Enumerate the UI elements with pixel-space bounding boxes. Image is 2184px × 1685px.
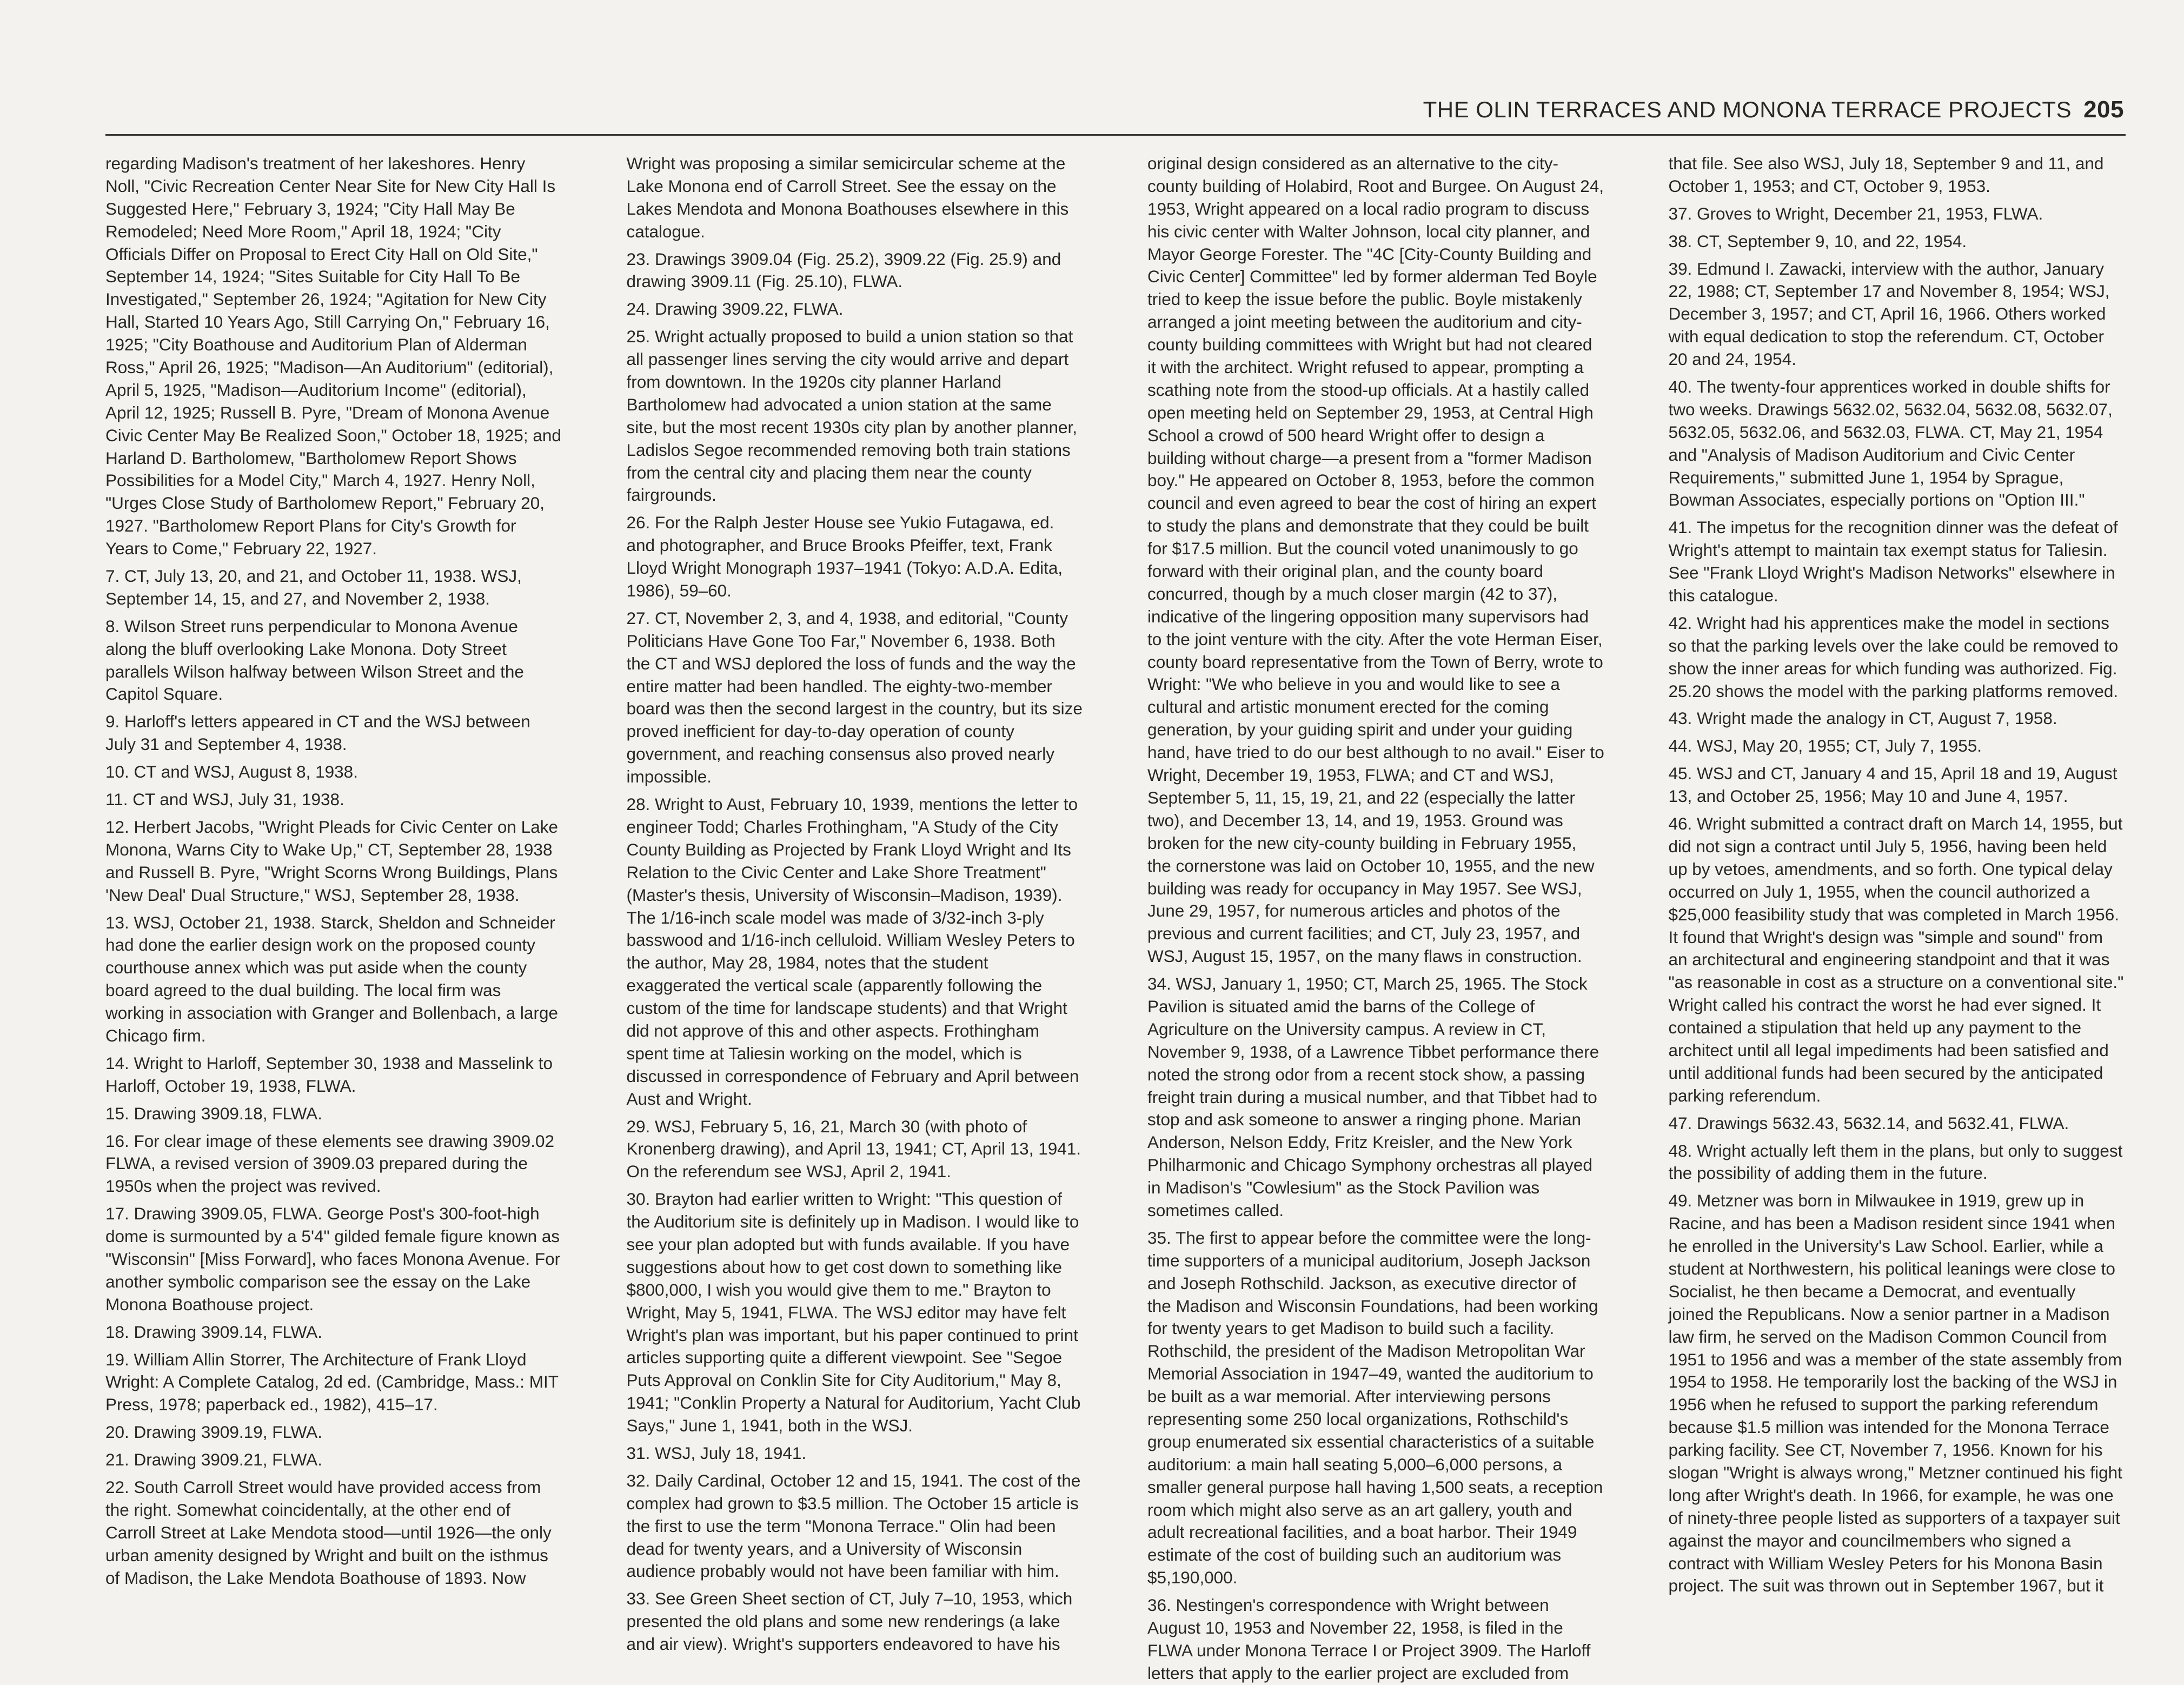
footnote: 24. Drawing 3909.22, FLWA. <box>626 299 844 319</box>
footnote: 42. Wright had his apprentices make the model in sections so that the parking levels over the lake could be removed to show the inner areas for which funding was authorized. Fig. 25.20 shows the model with the parking platforms removed. <box>1668 613 2119 701</box>
footnote: 45. WSJ and CT, January 4 and 15, April 18 and 19, August 13, and October 25, 1956; May 10 and June 4, 1957. <box>1668 764 2117 806</box>
footnote: 40. The twenty-four apprentices worked in double shifts for two weeks. Drawings 5632.02, 5632.04, 5632.08, 5632.07, 5632.05, 5632.06, and 5632.03, FLWA. CT, May 21, 1954 and "Analysis of Madison Auditorium and Civic Center Requirements," submitted June 1, 1954 by Sprague, Bowman Associates, especially portions on "Option III." <box>1668 377 2113 510</box>
footnote: 14. Wright to Harloff, September 30, 1938 and Masselink to Harloff, October 19, 1938, FLWA. <box>105 1053 553 1096</box>
footnote: 32. Daily Cardinal, October 12 and 15, 1941. The cost of the complex had grown to $3.5 million. The October 15 article is the first to use the term "Monona Terrace." Olin had been dead for twenty years, and a University of Wisconsin audience probably would not have been familiar with him. <box>626 1470 1081 1581</box>
footnote: 38. CT, September 9, 10, and 22, 1954. <box>1668 231 1967 251</box>
footnote: 10. CT and WSJ, August 8, 1938. <box>105 762 358 782</box>
footnote: 28. Wright to Aust, February 10, 1939, mentions the letter to engineer Todd; Charles Frothingham, "A Study of the City County Building as Projected by Frank Lloyd Wright and Its Relation to the Civic Center and Lake Shore Treatment" (Master's thesis, University of Wisconsin–Madison, 1939). The 1/16-inch scale model was made of 3/32-inch 3-ply basswood and 1/16-inch celluloid. William Wesley Peters to the author, May 28, 1984, notes that the student exaggerated the vertical scale (apparently following the custom of the time for landscape students) and that Wright did not approve of this and other aspects. Frothingham spent time at Taliesin working on the model, which is discussed in correspondence of February and April between Aust and Wright. <box>626 794 1079 1109</box>
running-header <box>0 96 2124 123</box>
footnote: 9. Harloff's letters appeared in CT and the WSJ between July 31 and September 4, 1938. <box>105 712 530 754</box>
footnote: 30. Brayton had earlier written to Wright: "This question of the Auditorium site is definitely up in Madison. I would like to see your plan adopted but with funds available. If you have suggestions about how to get cost down to something like $800,000, I wish you would give them to me." Brayton to Wright, May 5, 1941, FLWA. The WSJ editor may have felt Wright's plan was important, but his paper continued to print articles supporting quite a different viewpoint. See "Segoe Puts Approval on Conklin Site for City Auditorium," May 8, 1941; "Conklin Property a Natural for Auditorium, Yacht Club Says," June 1, 1941, both in the WSJ. <box>626 1189 1081 1436</box>
notes-body <box>105 152 2126 1683</box>
footnote: 7. CT, July 13, 20, and 21, and October 11, 1938. WSJ, September 14, 15, and 27, and November 2, 1938. <box>105 566 522 608</box>
footnote: 17. Drawing 3909.05, FLWA. George Post's 300-foot-high dome is surmounted by a 5'4" gilded female figure known as "Wisconsin" [Miss Forward], who faces Monona Avenue. For another symbolic comparison see the essay on the Lake Monona Boathouse project. <box>105 1204 561 1314</box>
footnote: 46. Wright submitted a contract draft on March 14, 1955, but did not sign a contract until July 5, 1956, having been held up by vetoes, amendments, and so forth. One typical delay occurred on July 1, 1955, when the council authorized a $25,000 feasibility study that was completed in March 1956. It found that Wright's design was "simple and sound" from an architectural and engineering standpoint and that it was "as reasonable in cost as a structure on a conventional site." Wright called his contract the worst he had ever signed. It contained a stipulation that held up any payment to the architect until all legal impediments had been satisfied and until additional funds had been secured by the anticipated parking referendum. <box>1668 814 2124 1105</box>
footnote: 15. Drawing 3909.18, FLWA. <box>105 1103 322 1123</box>
footnote: regarding Madison's treatment of her lakeshores. Henry Noll, "Civic Recreation Center Near Site for New City Hall Is Suggested Here," February 3, 1924; "City Hall May Be Remodeled; Need More Room," April 18, 1924; "City Officials Differ on Proposal to Erect City Hall on Old Site," September 14, 1924; "Sites Suitable for City Hall To Be Investigated," September 26, 1924; "Agitation for New City Hall, Started 10 Years Ago, Still Carrying On," February 16, 1925; "City Boathouse and Auditorium Plan of Alderman Ross," April 26, 1925; "Madison—An Auditorium" (editorial), April 5, 1925, "Madison—Auditorium Income" (editorial), April 12, 1925; Russell B. Pyre, "Dream of Monona Avenue Civic Center May Be Realized Soon," October 18, 1925; and Harland D. Bartholomew, "Bartholomew Report Shows Possibilities for a Model City," March 4, 1927. Henry Noll, "Urges Close Study of Bartholomew Report," February 20, 1927. "Bartholomew Report Plans for City's Growth for Years to Come," February 22, 1927. <box>105 154 561 559</box>
footnote: original design considered as an alternative to the city-county building of Holabird, Root and Burgee. On August 24, 1953, Wright appeared on a local radio program to discuss his civic center with Walter Johnson, local city planner, and Mayor George Forester. The "4C [City-County Building and Civic Center] Committee" led by former alderman Ted Boyle tried to keep the issue before the public. Boyle mistakenly arranged a joint meeting between the auditorium and city-county building committees with Wright but had not cleared it with the architect. Wright refused to appear, prompting a scathing note from the stood-up officials. At a hastily called open meeting held on September 29, 1953, at Central High School a crowd of 500 heard Wright offer to design a building without charge—a present from a "former Madison boy." He appeared on October 8, 1953, before the common council and even agreed to bear the cost of hiring an expert to study the plans and demonstrate that they could be built for $17.5 million. But the council voted unanimously to go forward with their original plan, and the county board concurred, though by a much closer margin (42 to 37), indicative of the lingering opposition many supervisors had to the joint venture with the city. After the vote Herman Eiser, county board representative from the Town of Berry, wrote to Wright: "We who believe in you and would like to see a cultural and artistic monument erected for the coming generation, by your guiding spirit and under your guiding hand, have tried to do our best although to no avail." Eiser to Wright, December 19, 1953, FLWA; and CT and WSJ, September 5, 11, 15, 19, 21, and 22 (especially the latter two), and December 13, 14, and 19, 1953. Ground was broken for the new city-county building in February 1955, the cornerstone was laid on October 10, 1955, and the new building was ready for occupancy in May 1957. See WSJ, June 29, 1957, for numerous articles and photos of the previous and current facilities; and CT, July 23, 1957, and WSJ, August 15, 1957, on the many flaws in construction. <box>1147 154 1604 966</box>
page-number: 205 <box>2083 96 2124 123</box>
footnote: 22. South Carroll Street would have provided access from the right. Somewhat coincidentally, at the other end of Carroll Street at Lake Mendota stood—until 1926—the only urban amenity designed by Wright and built on the isthmus of Madison, the Lake Mendota Boathouse of 1893. Now <box>105 1477 552 1588</box>
footnote: 37. Groves to Wright, December 21, 1953, FLWA. <box>1668 203 2043 223</box>
footnote: 48. Wright actually left them in the plans, but only to suggest the possibility of adding them in the future. <box>1668 1140 2123 1183</box>
footnote: 11. CT and WSJ, July 31, 1938. <box>105 790 344 810</box>
footnote: Wright was proposing a similar semicircular scheme at the Lake Monona end of Carroll Street. See the essay on the Lakes Mendota and Monona Boathouses elsewhere in this catalogue. <box>626 154 1069 241</box>
footnote: 27. CT, November 2, 3, and 4, 1938, and editorial, "County Politicians Have Gone Too Far," November 6, 1938. Both the CT and WSJ deplored the loss of funds and the way the entire matter had been handled. The eighty-two-member board was then the second largest in the country, but its size proved inefficient for day-to-day operation of county government, and reaching consensus also proved nearly impossible. <box>626 608 1083 787</box>
notes-column-3 <box>1147 152 1605 1683</box>
notes-column-2 <box>626 152 1084 1654</box>
footnote: 20. Drawing 3909.19, FLWA. <box>105 1422 322 1442</box>
footnote: 16. For clear image of these elements see drawing 3909.02 FLWA, a revised version of 3909.03 prepared during the 1950s when the project was revived. <box>105 1131 554 1196</box>
footnote: 47. Drawings 5632.43, 5632.14, and 5632.41, FLWA. <box>1668 1113 2069 1133</box>
header-rule <box>105 134 2126 136</box>
footnote: 36. Nestingen's correspondence with Wright between August 10, 1953 and November 22, 1958, is filed in the FLWA under Monona Terrace I or Project 3909. The Harloff letters that apply to the earlier project are excluded from <box>1147 1595 1591 1683</box>
footnote: 49. Metzner was born in Milwaukee in 1919, grew up in Racine, and has been a Madison resident since 1941 when he enrolled in the University's Law School. Earlier, while a student at Northwestern, his political leanings were close to Socialist, he then became a Democrat, and eventually joined the Republicans. Now a senior partner in a Madison law firm, he served on the Madison Common Council from 1951 to 1956 and was a member of the state assembly from 1954 to 1958. He temporarily lost the backing of the WSJ in 1956 when he refused to support the parking referendum because $1.5 million was intended for the Monona Terrace parking facility. See CT, November 7, 1956. Known for his slogan "Wright is always wrong," Metzner continued his fight long after Wright's death. In 1966, for example, he was one of ninety-three people listed as supporters of a taxpayer suit against the mayor and councilmembers who signed a contract with William Wesley Peters for his Monona Basin project. The suit was thrown out in September 1967, but it <box>1668 1191 2122 1596</box>
footnote: 8. Wilson Street runs perpendicular to Monona Avenue along the bluff overlooking Lake Monona. Doty Street parallels Wilson halfway between Wilson Street and the Capitol Square. <box>105 616 524 704</box>
footnote: 23. Drawings 3909.04 (Fig. 25.2), 3909.22 (Fig. 25.9) and drawing 3909.11 (Fig. 25.10), FLWA. <box>626 249 1061 291</box>
footnote: 33. See Green Sheet section of CT, July 7–10, 1953, which presented the old plans and some new renderings (a lake and air view). Wright's supporters endeavored to have his <box>626 1589 1073 1654</box>
footnote: 21. Drawing 3909.21, FLWA. <box>105 1450 322 1470</box>
notes-column-1 <box>105 152 563 1588</box>
footnote: 35. The first to appear before the committee were the long-time supporters of a municipal auditorium, Joseph Jackson and Joseph Rothschild. Jackson, as executive director of the Madison and Wisconsin Foundations, had been working for twenty years to get Madison to build such a facility. Rothschild, the president of the Madison Metropolitan War Memorial Association in 1947–49, wanted the auditorium to be built as a war memorial. After interviewing persons representing some 250 local organizations, Rothschild's group enumerated six essential characteristics of a suitable auditorium: a main hall seating 5,000–6,000 persons, a smaller general purpose hall having 1,500 seats, a reception room which might also serve as an art gallery, youth and adult recreational facilities, and a boat harbor. Their 1949 estimate of the cost of building such an auditorium was $5,190,000. <box>1147 1228 1603 1588</box>
footnote: 41. The impetus for the recognition dinner was the defeat of Wright's attempt to maintain tax exempt status for Taliesin. See "Frank Lloyd Wright's Madison Networks" elsewhere in this catalogue. <box>1668 518 2118 606</box>
footnote: 39. Edmund I. Zawacki, interview with the author, January 22, 1988; CT, September 17 and November 8, 1954; WSJ, December 3, 1957; and CT, April 16, 1966. Others worked with equal dedication to stop the referendum. CT, October 20 and 24, 1954. <box>1668 258 2110 369</box>
footnote: 34. WSJ, January 1, 1950; CT, March 25, 1965. The Stock Pavilion is situated amid the barns of the College of Agriculture on the University campus. A review in CT, November 9, 1938, of a Lawrence Tibbet performance there noted the strong odor from a recent stock show, a passing freight train during a musical number, and that Tibbet had to stop and ask someone to answer a ringing phone. Marian Anderson, Nelson Eddy, Fritz Kreisler, and the New York Philharmonic and Chicago Symphony orchestras all played in Madison's "Cowlesium" as the Stock Pavilion was sometimes called. <box>1147 974 1599 1220</box>
footnote: 43. Wright made the analogy in CT, August 7, 1958. <box>1668 708 2057 728</box>
footnote: 26. For the Ralph Jester House see Yukio Futagawa, ed. and photographer, and Bruce Brooks Pfeiffer, text, Frank Lloyd Wright Monograph 1937–1941 (Tokyo: A.D.A. Edita, 1986), 59–60. <box>626 513 1063 601</box>
notes-column-4 <box>1668 152 2126 1596</box>
footnote: 12. Herbert Jacobs, "Wright Pleads for Civic Center on Lake Monona, Warns City to Wake Up," CT, September 28, 1938 and Russell B. Pyre, "Wright Scorns Wrong Buildings, Plans 'New Deal' Dual Structure," WSJ, September 28, 1938. <box>105 817 558 905</box>
footnote: 19. William Allin Storrer, The Architecture of Frank Lloyd Wright: A Complete Catalog, 2d ed. (Cambridge, Mass.: MIT Press, 1978; paperback ed., 1982), 415–17. <box>105 1349 559 1415</box>
footnote: that file. See also WSJ, July 18, September 9 and 11, and October 1, 1953; and CT, October 9, 1953. <box>1668 154 2104 196</box>
footnote: 25. Wright actually proposed to build a union station so that all passenger lines serving the city would arrive and depart from downtown. In the 1920s city planner Harland Bartholomew had advocated a union station at the same site, but the most recent 1930s city plan by another planner, Ladislos Segoe recommended removing both train stations from the central city and placing them near the county fairgrounds. <box>626 327 1078 505</box>
footnote: 29. WSJ, February 5, 16, 21, March 30 (with photo of Kronenberg drawing), and April 13, 1941; CT, April 13, 1941. On the referendum see WSJ, April 2, 1941. <box>626 1116 1081 1182</box>
footnote: 18. Drawing 3909.14, FLWA. <box>105 1322 322 1342</box>
running-title: THE OLIN TERRACES AND MONONA TERRACE PROJECTS <box>1423 97 2072 122</box>
footnote: 31. WSJ, July 18, 1941. <box>626 1443 807 1463</box>
footnote: 44. WSJ, May 20, 1955; CT, July 7, 1955. <box>1668 736 1982 756</box>
footnote: 13. WSJ, October 21, 1938. Starck, Sheldon and Schneider had done the earlier design work on the proposed county courthouse annex which was put aside when the county board agreed to the dual building. The local firm was working in association with Granger and Bollenbach, a large Chicago firm. <box>105 912 558 1045</box>
